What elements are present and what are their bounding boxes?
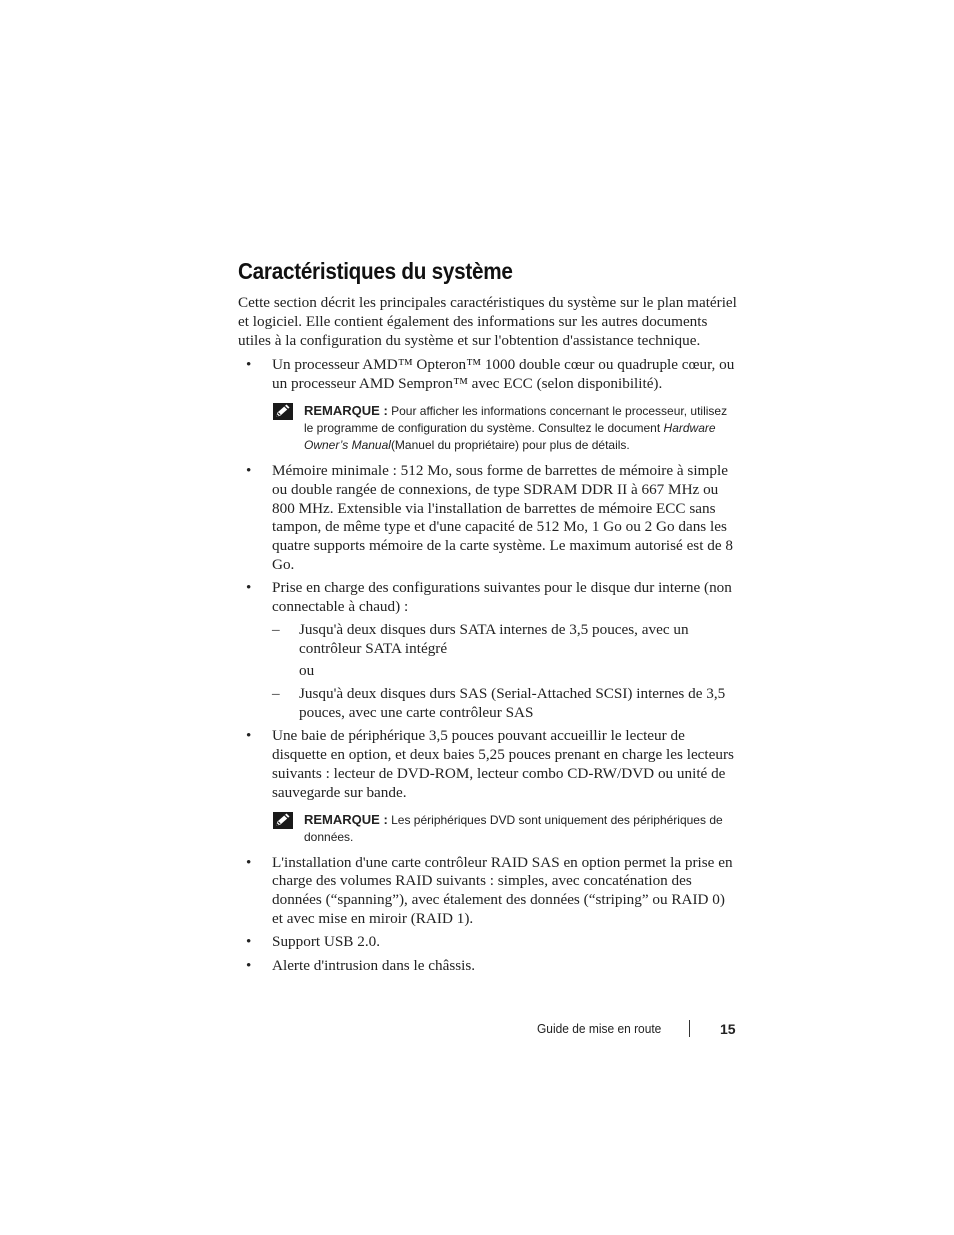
note-text: Les périphériques DVD sont uniquement des périphériques de données. [304,812,723,844]
dash-icon: – [272,620,280,638]
pencil-note-icon [272,811,294,830]
intro-paragraph: Cette section décrit les principales caractéristiques du système sur le plan matériel et logiciel. Elle contient également des informations sur les autres documents utiles à la configuration du système et sur l'obtention d'assistance technique. [238,294,737,349]
list-item-hard-drive [238,579,738,723]
note-label: REMARQUE : [304,402,388,418]
pencil-note-icon [272,402,294,421]
memory-text: Mémoire minimale : 512 Mo, sous forme de barrettes de mémoire à simple ou double rangée de connexions, de type SDRAM DDR II à 667 MHz ou 800 MHz. Extensible via l'installation de barrettes de mémoire ECC sans tampon, de même type et d'une capacité de 512 Mo, 1 Go ou 2 Go dans les quatre supports mémoire de la carte système. Le maximum autorisé est de 8 Go. [272,461,733,573]
list-item-bays [238,727,738,845]
sata-text: Jusqu'à deux disques durs SATA internes de 3,5 pouces, avec un contrôleur SATA intégré [299,620,689,657]
note-text-after: (Manuel du propriétaire) pour plus de détails. [390,437,630,452]
intrusion-text: Alerte d'intrusion dans le châssis. [272,956,476,974]
bullet-icon: • [246,727,252,745]
note-dvd [272,811,738,846]
processor-text: Un processeur AMD™ Opteron™ 1000 double cœur ou quadruple cœur, ou un processeur AMD Sempron™ avec ECC (selon disponibilité). [272,356,735,393]
list-item-raid [238,854,738,929]
hard-drive-options [272,621,738,723]
manual-title: Hardware Owner’s Manual [304,420,716,452]
bullet-icon: • [246,933,252,951]
list-item-usb [238,933,738,952]
usb-text: Support USB 2.0. [272,933,381,951]
footer-label: Guide de mise en route [537,1021,662,1036]
bullet-icon: • [246,853,252,871]
note-processor [272,402,738,454]
bullet-icon: • [246,956,252,974]
bullet-icon: • [246,579,252,597]
page-footer [537,1019,737,1039]
footer-separator [689,1020,690,1037]
dash-icon: – [272,685,280,703]
sas-text: Jusqu'à deux disques durs SAS (Serial-Attached SCSI) internes de 3,5 pouces, avec une carte contrôleur SAS [299,685,726,722]
note-label: REMARQUE : [304,811,388,827]
feature-list [238,356,738,975]
bullet-icon: • [246,461,252,479]
main-content [238,294,738,980]
note-text: Pour afficher les informations concernant le processeur, utilisez le programme de configuration du système. Consultez le document [304,403,728,435]
sub-item-sas [272,685,738,723]
bays-text: Une baie de périphérique 3,5 pouces pouvant accueillir le lecteur de disquette en option, et deux baies 5,25 pouces prenant en charge les lecteurs suivants : lecteur de DVD-ROM, lecteur combo CD-RW/DVD ou unité de sauvegarde sur bande. [272,727,734,801]
list-item-intrusion [238,957,738,976]
or-separator: ou [299,662,315,680]
sub-item-sata [272,621,738,659]
raid-text: L'installation d'une carte contrôleur RAID SAS en option permet la prise en charge des volumes RAID suivants : simples, avec concaténation des données (“spanning”), avec étalement des données (“striping” ou RAID 0) et avec mise en miroir (RAID 1). [272,853,733,927]
list-item-memory [238,462,738,575]
page-title: Caractéristiques du système [238,258,513,284]
page-number: 15 [720,1021,736,1037]
hard-drive-text: Prise en charge des configurations suivantes pour le disque dur interne (non connectable à chaud) : [272,579,732,616]
bullet-icon: • [246,356,252,374]
list-item-processor [238,356,738,454]
